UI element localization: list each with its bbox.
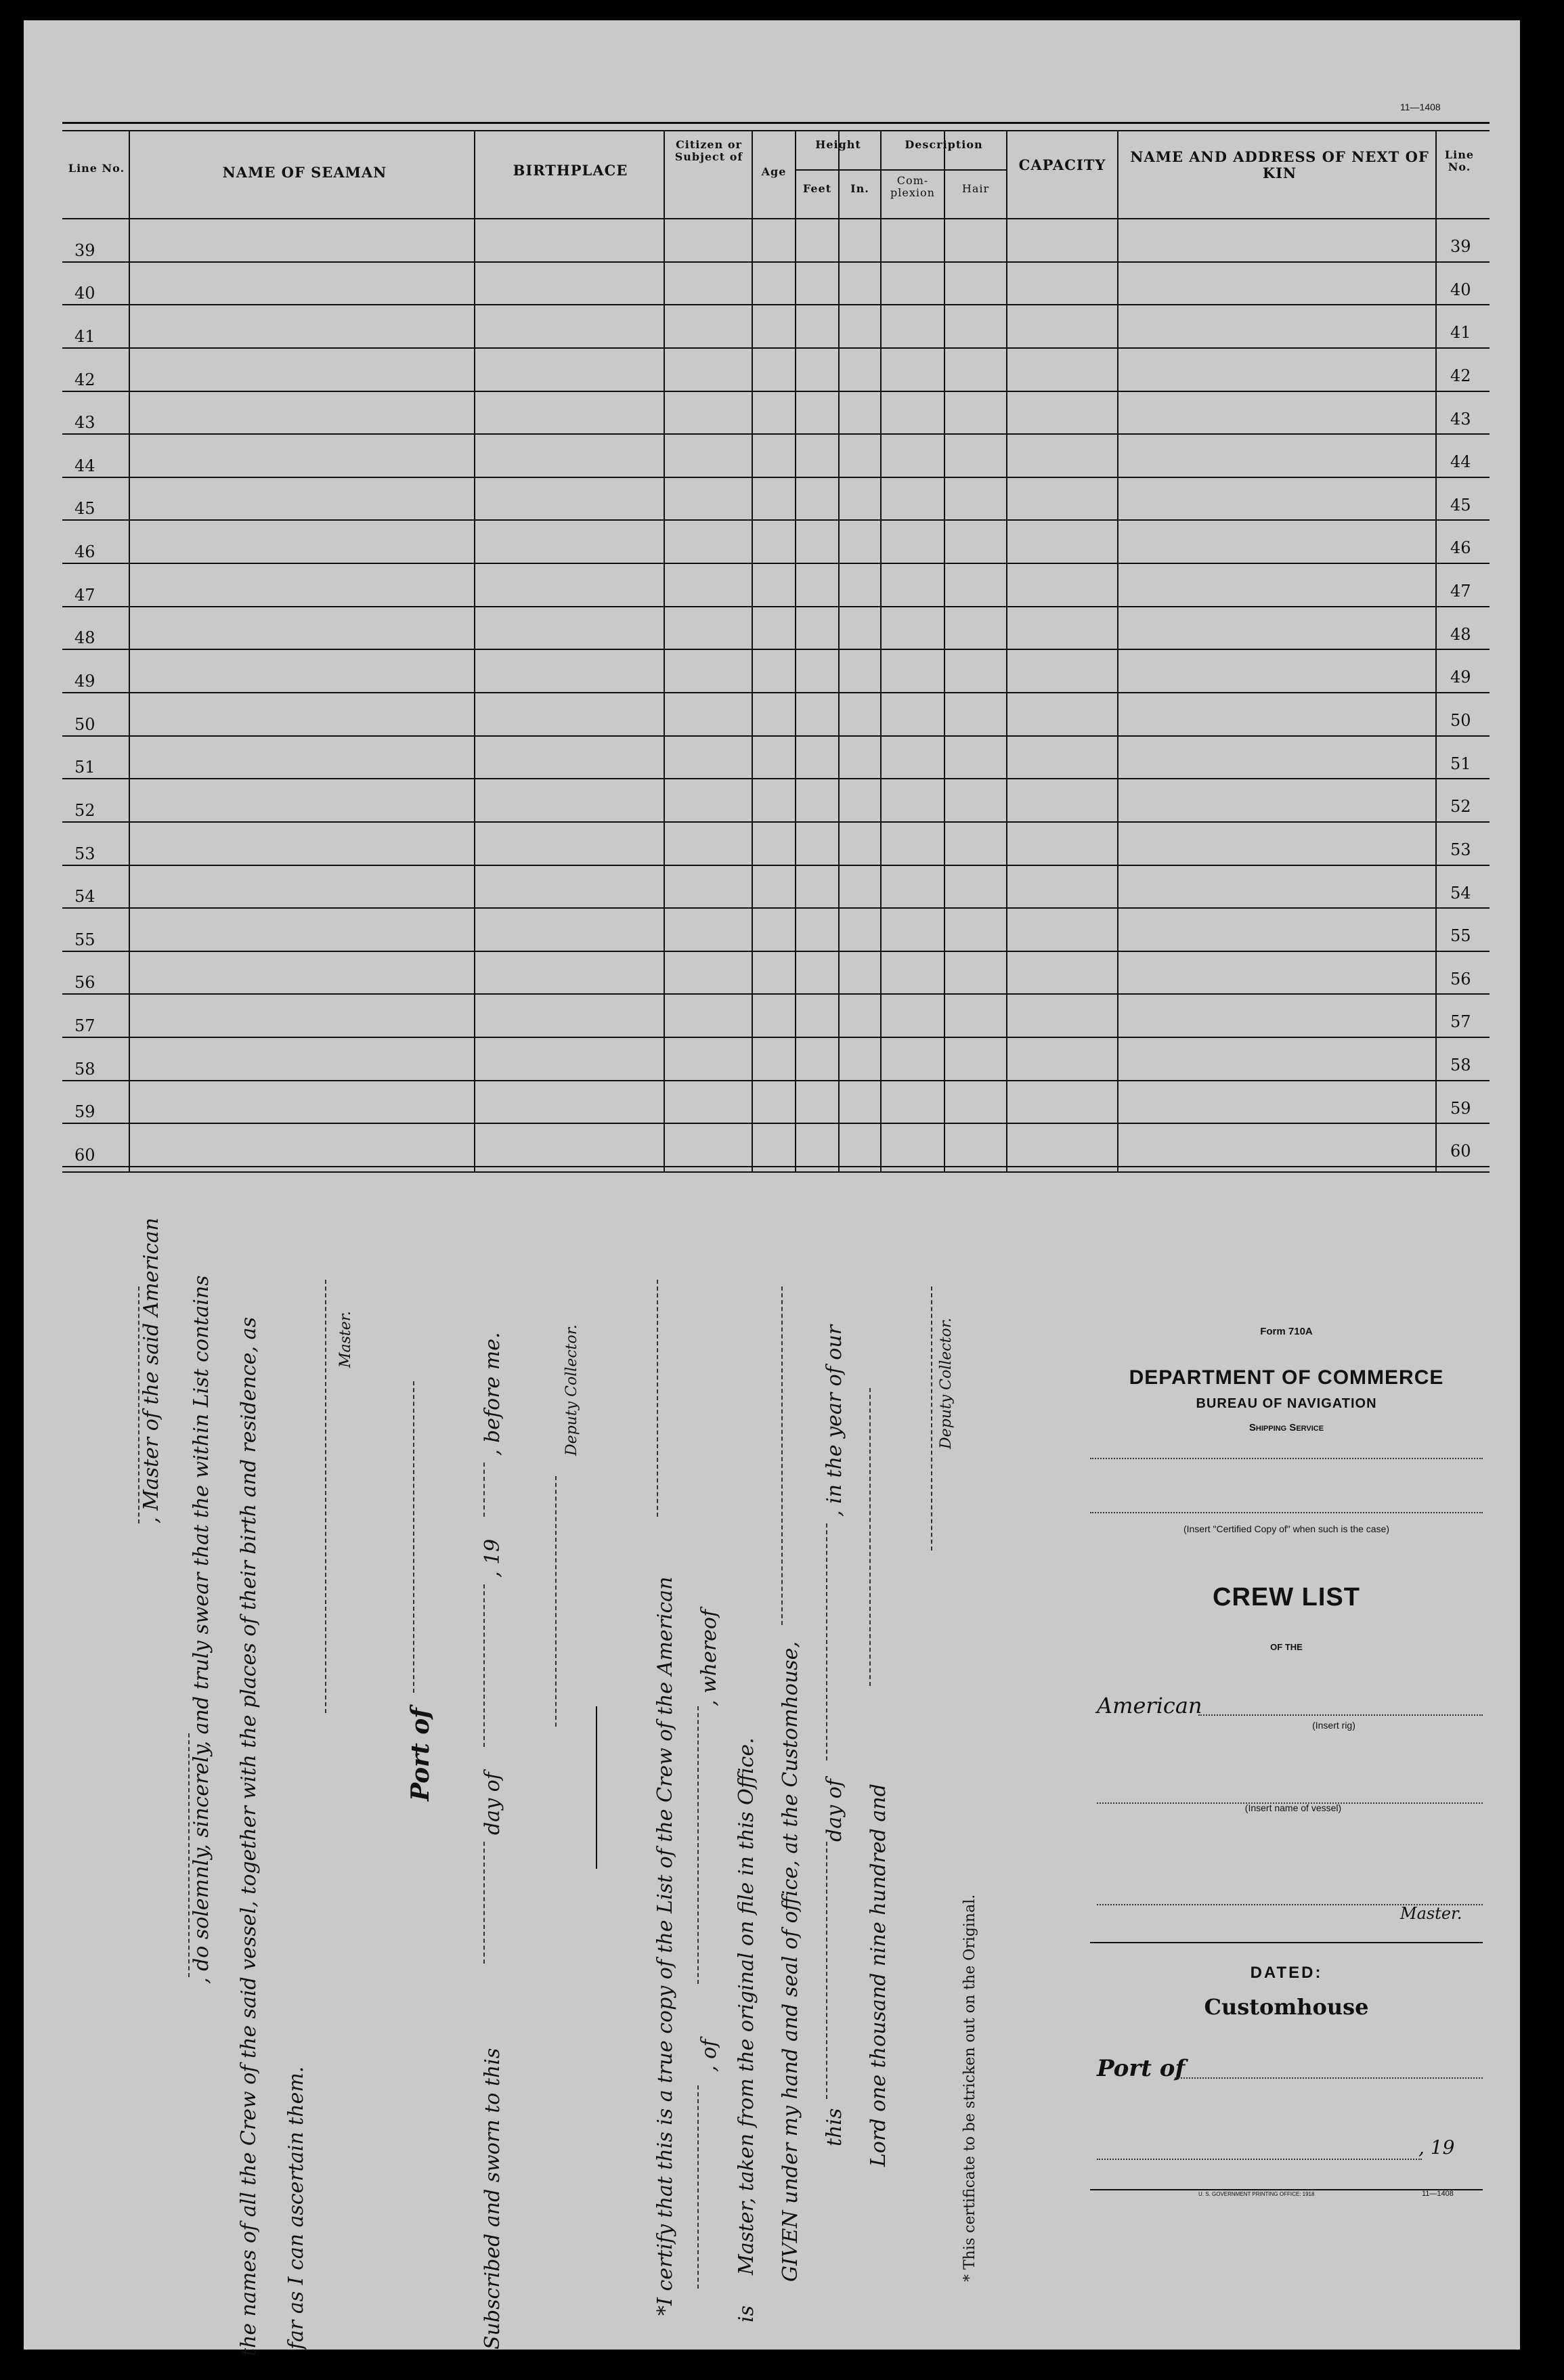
panel-service: Shipping Service <box>1248 1422 1324 1433</box>
header-citizen: Citizen or Subject of <box>674 138 743 164</box>
panel-insert-rig: (Insert rig) <box>1312 1720 1355 1731</box>
header-feet: Feet <box>802 182 832 195</box>
certify-lord-blank <box>869 1388 871 1686</box>
line-number-right: 52 <box>1450 797 1471 816</box>
header-name-of-seaman: NAME OF SEAMAN <box>222 164 387 181</box>
oath-line-3: the names of all the Crew of the said vessel, together with the places of their birth and residence, as <box>237 1317 261 2356</box>
table-row-rule <box>62 649 1490 650</box>
certify-customhouse-blank <box>781 1286 783 1625</box>
table-row-rule <box>62 951 1490 952</box>
panel-crew-list: CREW LIST <box>1213 1583 1360 1611</box>
panel-printing-office: U. S. GOVERNMENT PRINTING OFFICE: 1918 <box>1198 2191 1315 2197</box>
oath-line-1: , Master of the said American <box>139 1217 163 1523</box>
oath-line-2-blank <box>188 1733 190 1977</box>
panel-master: Master. <box>1400 1904 1462 1923</box>
oath-port-of: Port of <box>406 1708 435 1801</box>
table-row-rule <box>62 1037 1490 1038</box>
certify-footnote: * This certificate to be stricken out on the Original. <box>961 1894 978 2282</box>
panel-insert-certified: (Insert "Certified Copy of" when such is the case) <box>1183 1523 1390 1534</box>
table-row-rule <box>62 1166 1490 1167</box>
panel-date-blank <box>1097 2159 1422 2160</box>
line-number-left: 57 <box>74 1016 95 1035</box>
table-row-rule <box>62 778 1490 779</box>
table-column-rule <box>664 130 665 1173</box>
line-number-right: 43 <box>1450 410 1471 429</box>
header-hair: Hair <box>961 182 990 195</box>
table-row-rule <box>62 477 1490 478</box>
line-number-left: 39 <box>74 241 95 260</box>
table-column-rule <box>944 169 945 1173</box>
line-number-right: 46 <box>1450 538 1471 557</box>
table-row-rule <box>62 735 1490 737</box>
table-row-rule <box>62 304 1490 305</box>
panel-port-of: Port of <box>1097 2055 1186 2082</box>
certify-year-of-our: , in the year of our <box>823 1324 846 1517</box>
header-complexion: Com- plexion <box>890 174 935 200</box>
certify-given: GIVEN under my hand and seal of office, at the Customhouse, <box>779 1641 802 2282</box>
header-height: Height <box>815 138 861 151</box>
table-row-rule <box>62 1080 1490 1081</box>
line-number-left: 59 <box>74 1102 95 1121</box>
divider-rule <box>596 1706 597 1869</box>
line-number-left: 58 <box>74 1060 95 1079</box>
line-number-right: 54 <box>1450 884 1471 903</box>
line-number-right: 48 <box>1450 625 1471 644</box>
panel-dated: DATED: <box>1250 1964 1323 1982</box>
certify-master-taken: Master, taken from the original on file in this Office. <box>735 1737 758 2275</box>
panel-american: American <box>1097 1693 1202 1718</box>
table-row-rule <box>62 865 1490 866</box>
deputy-signature-line-2 <box>931 1286 932 1551</box>
master-signature-line <box>325 1280 326 1713</box>
table-column-rule <box>838 169 840 1173</box>
table-row-rule <box>62 606 1490 607</box>
line-number-right: 58 <box>1450 1056 1471 1075</box>
certify-day-of: day of <box>823 1779 846 1842</box>
line-number-right: 39 <box>1450 237 1471 256</box>
line-number-left: 46 <box>74 542 95 561</box>
line-number-left: 43 <box>74 413 95 432</box>
table-column-rule <box>129 130 130 1173</box>
certify-whereof-blank <box>697 1706 699 1984</box>
panel-rig-blank <box>1198 1714 1483 1716</box>
header-age: Age <box>761 165 787 178</box>
line-number-right: 40 <box>1450 280 1471 299</box>
line-number-left: 56 <box>74 973 95 992</box>
line-number-left: 48 <box>74 628 95 647</box>
certify-of-blank <box>697 2085 699 2289</box>
table-row-rule <box>62 692 1490 693</box>
oath-line-1-blank <box>138 1286 139 1523</box>
line-number-left: 52 <box>74 801 95 820</box>
subscribed-month-blank <box>483 1584 485 1747</box>
panel-form-code: 11—1408 <box>1422 2190 1454 2198</box>
table-row-rule <box>62 347 1490 349</box>
table-row-rule <box>62 519 1490 521</box>
line-number-left: 55 <box>74 930 95 949</box>
line-number-right: 53 <box>1450 840 1471 859</box>
table-column-rule <box>1117 130 1118 1173</box>
oath-master-label: Master. <box>337 1311 354 1368</box>
subheader-rule <box>796 169 1006 171</box>
header-line-no-right: Line No. <box>1444 148 1475 174</box>
line-number-left: 44 <box>74 456 95 475</box>
panel-insert-vessel: (Insert name of vessel) <box>1244 1802 1342 1813</box>
line-number-left: 49 <box>74 672 95 691</box>
line-number-right: 49 <box>1450 668 1471 687</box>
line-number-left: 51 <box>74 758 95 777</box>
certify-american-blank <box>657 1280 658 1517</box>
certify-line-1: *I certify that this is a true copy of the List of the Crew of the American <box>653 1576 677 2316</box>
header-capacity: CAPACITY <box>1018 156 1106 173</box>
certify-this: this <box>823 2108 846 2146</box>
table-row-rule <box>62 907 1490 909</box>
panel-bureau: BUREAU OF NAVIGATION <box>1196 1396 1377 1411</box>
line-number-right: 60 <box>1450 1142 1471 1161</box>
line-number-right: 59 <box>1450 1099 1471 1118</box>
form-code-top: 11—1408 <box>1400 102 1441 112</box>
line-number-right: 44 <box>1450 452 1471 471</box>
line-number-right: 51 <box>1450 754 1471 773</box>
table-header-top-rule <box>62 130 1490 131</box>
header-in: In. <box>850 182 869 195</box>
table-column-rule <box>795 130 796 1173</box>
certify-is: is <box>735 2306 758 2322</box>
line-number-left: 54 <box>74 887 95 906</box>
certify-deputy-collector: Deputy Collector. <box>938 1318 955 1449</box>
table-column-rule <box>474 130 475 1173</box>
header-birthplace: BIRTHPLACE <box>513 162 628 179</box>
panel-port-blank <box>1175 2077 1483 2079</box>
oath-subscribed: Subscribed and sworn to this <box>481 2048 504 2350</box>
line-number-left: 60 <box>74 1146 95 1165</box>
panel-department: DEPARTMENT OF COMMERCE <box>1129 1366 1444 1389</box>
table-row-rule <box>62 821 1490 823</box>
table-column-rule <box>1006 130 1007 1173</box>
oath-day-of: day of <box>481 1772 504 1835</box>
table-row-rule <box>62 993 1490 995</box>
table-row-rule <box>62 1123 1490 1124</box>
line-number-right: 42 <box>1450 366 1471 385</box>
line-number-right: 47 <box>1450 582 1471 601</box>
line-number-left: 40 <box>74 284 95 303</box>
line-number-right: 55 <box>1450 926 1471 945</box>
line-number-left: 50 <box>74 715 95 734</box>
line-number-left: 47 <box>74 586 95 605</box>
line-number-left: 53 <box>74 844 95 863</box>
header-description: Description <box>905 138 983 151</box>
oath-before-me: , before me. <box>481 1332 504 1456</box>
oath-line-4: far as I can ascertain them. <box>284 2066 308 2350</box>
line-number-right: 57 <box>1450 1012 1471 1031</box>
subscribed-year-blank <box>483 1463 485 1517</box>
oath-nineteen: , 19 <box>481 1538 504 1578</box>
header-line-no: Line No. <box>68 162 125 175</box>
header-next-of-kin: NAME AND ADDRESS OF NEXT OF KIN <box>1130 148 1429 182</box>
line-number-left: 42 <box>74 370 95 389</box>
line-number-right: 50 <box>1450 711 1471 730</box>
table-column-rule <box>752 130 753 1173</box>
table-column-rule <box>880 130 882 1173</box>
line-number-right: 56 <box>1450 970 1471 989</box>
table-row-rule <box>62 563 1490 564</box>
port-of-blank <box>413 1381 414 1693</box>
panel-top-rule <box>1090 1458 1483 1459</box>
table-row-rule <box>62 391 1490 392</box>
certify-lord: Lord one thousand nine hundred and <box>867 1783 890 2167</box>
panel-customhouse: Customhouse <box>1204 1994 1369 2020</box>
certify-month-blank <box>826 1523 827 1760</box>
table-row-rule <box>62 261 1490 263</box>
table-column-rule <box>1435 130 1437 1173</box>
line-number-right: 41 <box>1450 323 1471 342</box>
line-number-left: 45 <box>74 499 95 518</box>
deputy-signature-line-1 <box>555 1476 557 1727</box>
table-header-bottom-rule <box>62 218 1490 219</box>
line-number-right: 45 <box>1450 496 1471 515</box>
certify-of: , of <box>697 2039 721 2072</box>
oath-line-2: , do solemnly, sincerely, and truly swear that the within List contains <box>190 1275 213 1984</box>
panel-certified-blank <box>1090 1512 1483 1513</box>
oath-deputy-collector: Deputy Collector. <box>563 1324 580 1456</box>
panel-master-rule <box>1090 1942 1483 1943</box>
panel-nineteen: , 19 <box>1418 2136 1455 2159</box>
certify-whereof: , whereof <box>697 1609 721 1706</box>
table-row-rule <box>62 433 1490 435</box>
panel-form-number: Form 710A <box>1260 1326 1313 1337</box>
subscribed-day-blank <box>483 1842 485 1964</box>
certify-this-blank <box>826 1842 827 2099</box>
table-bottom-rule <box>62 1171 1490 1173</box>
line-number-left: 41 <box>74 327 95 346</box>
table-top-rule <box>62 122 1490 124</box>
panel-of-the: OF THE <box>1270 1642 1303 1652</box>
